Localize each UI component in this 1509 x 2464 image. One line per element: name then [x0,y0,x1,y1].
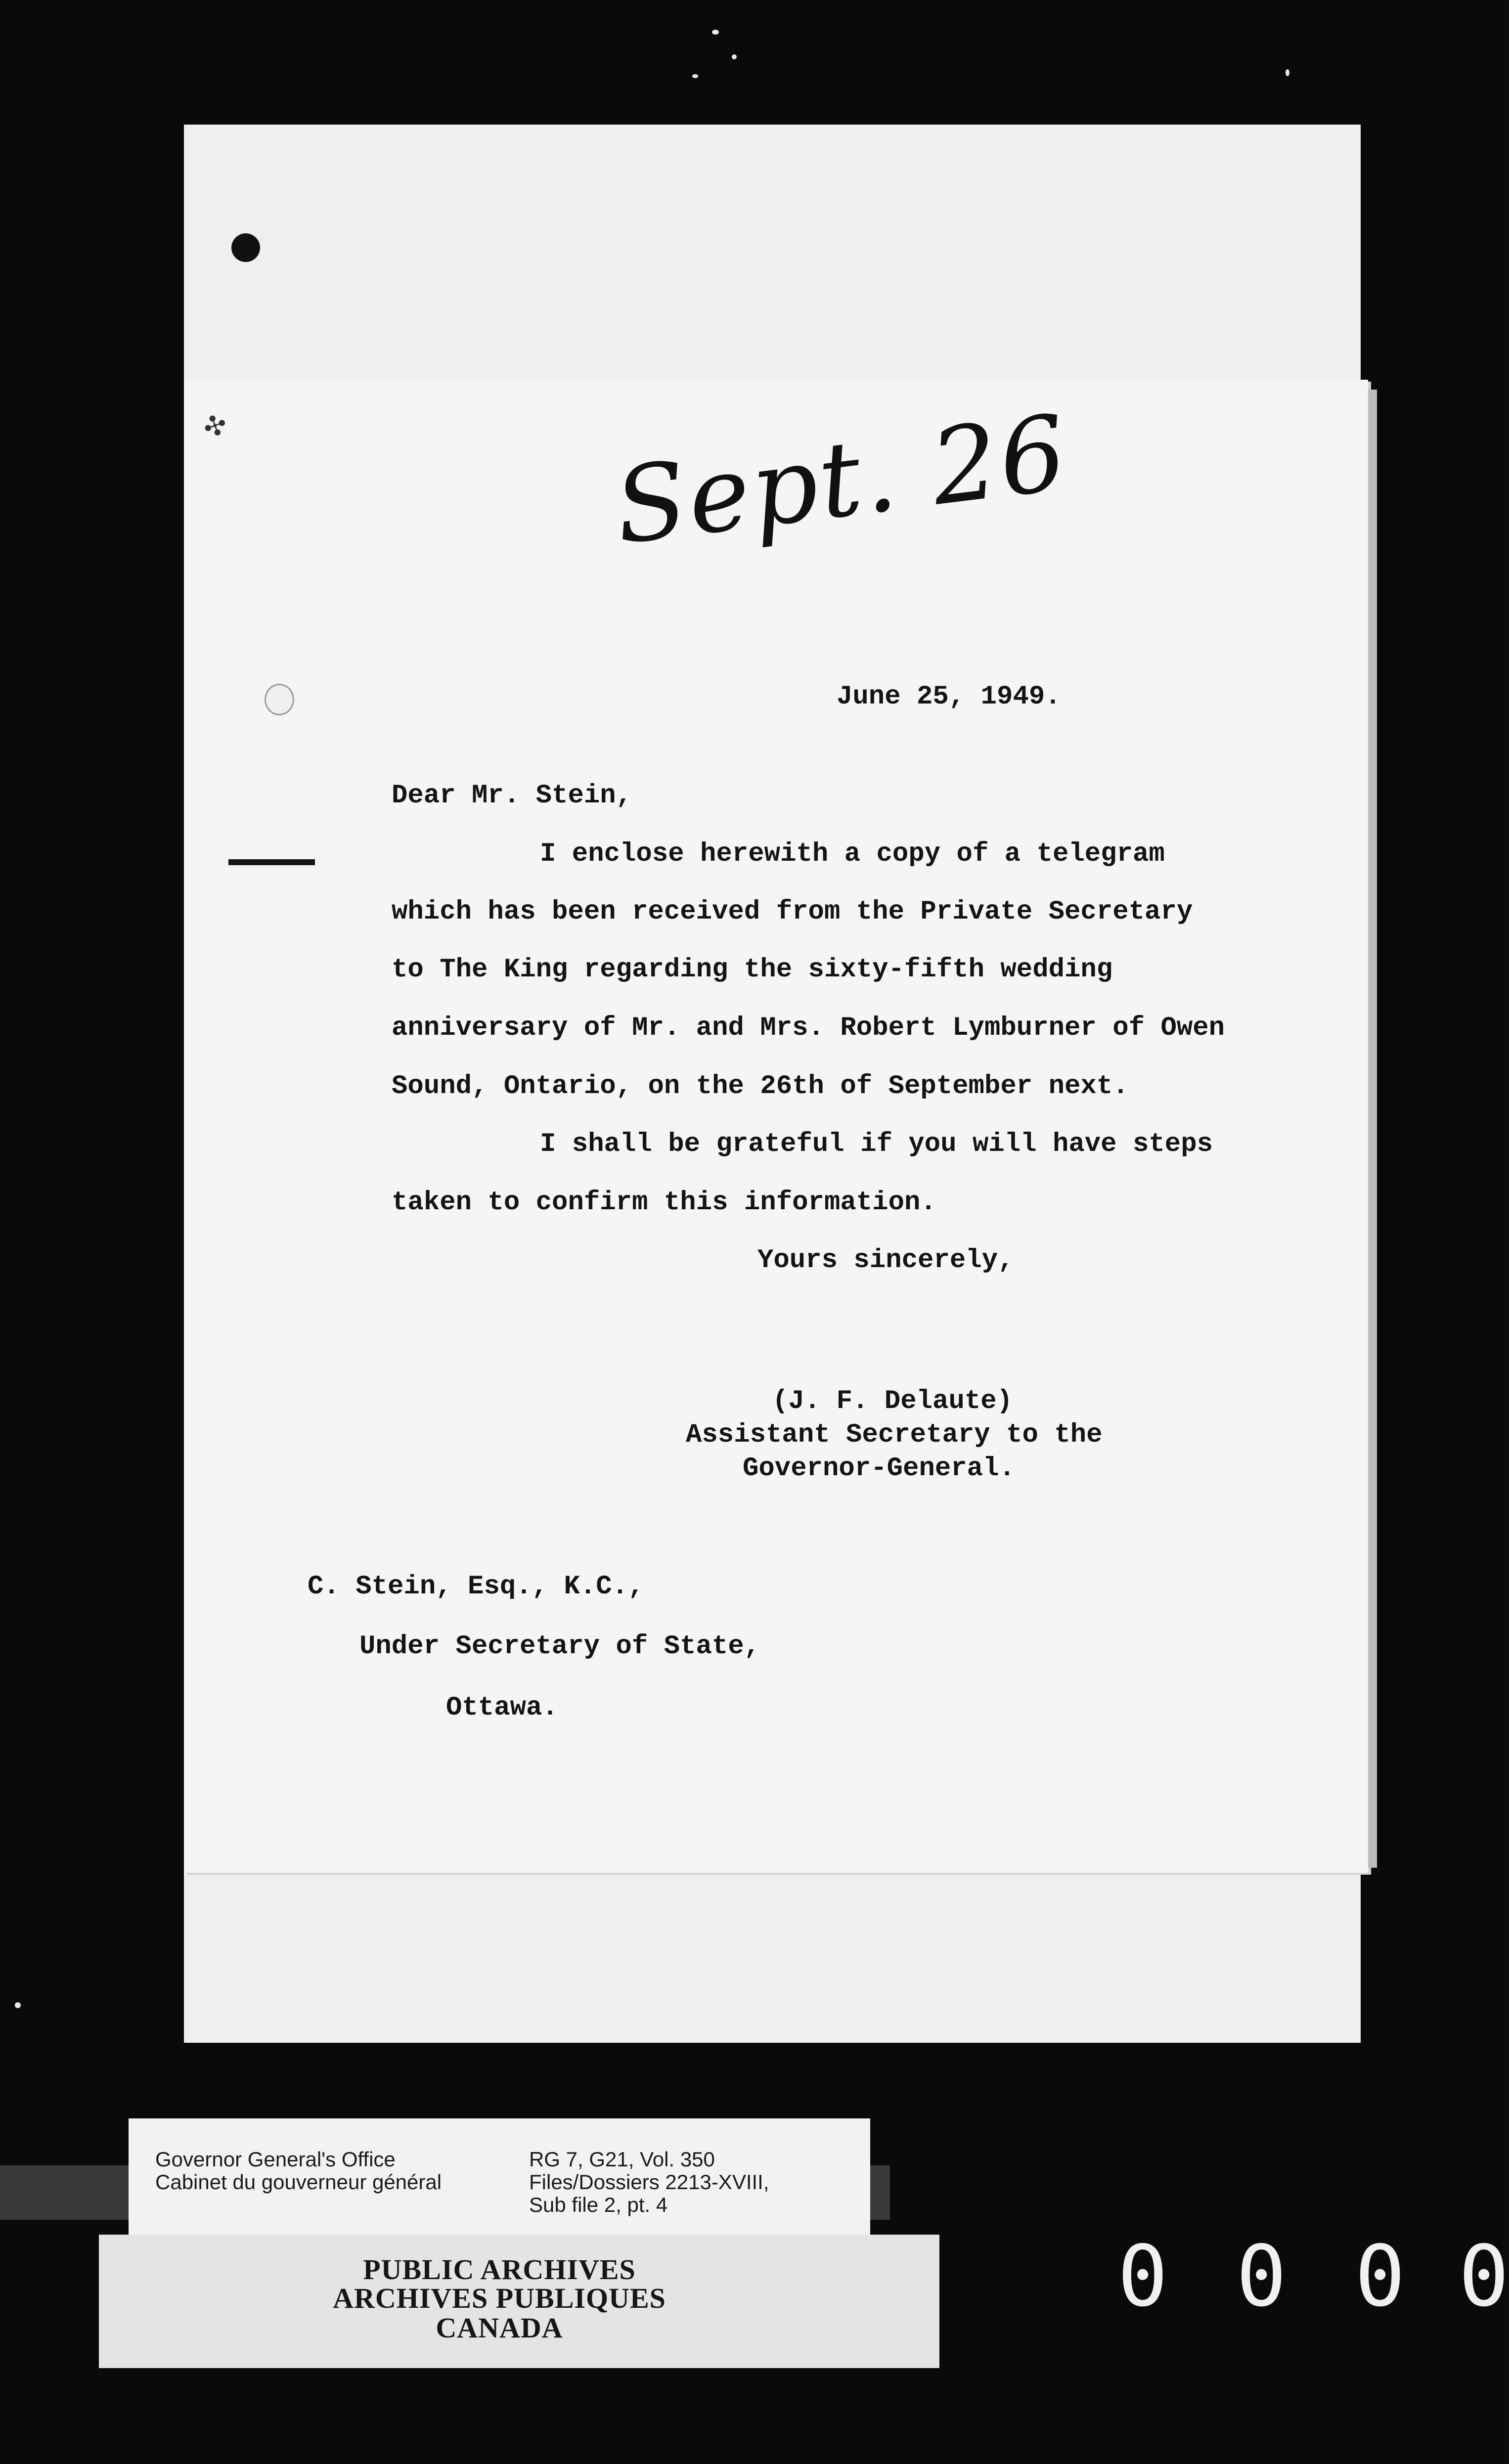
salutation: Dear Mr. Stein, [392,781,632,811]
record-group: RG 7, G21, Vol. 350 [529,2148,715,2171]
recipient-name: C. Stein, Esq., K.C., [308,1572,644,1602]
stamp-line-country: CANADA [436,2312,563,2344]
public-archives-stamp [99,2235,939,2368]
archive-reference-label [129,2118,870,2237]
film-speck [1286,69,1289,76]
file-number: Files/Dossiers 2213-XVIII, [529,2170,769,2194]
closing: Yours sincerely, [757,1245,1014,1276]
frame-digit: 0 [1117,2228,1168,2326]
stamp-line-en: PUBLIC ARCHIVES [363,2253,636,2286]
signature-name: (J. F. Delaute) [772,1386,1013,1416]
punch-hole-outline [265,684,294,715]
office-name-en: Governor General's Office [155,2148,396,2171]
film-speck [732,54,737,59]
sub-file: Sub file 2, pt. 4 [529,2193,668,2216]
frame-digit: 0 [1459,2228,1509,2326]
signature-title: Governor-General. [743,1453,1015,1484]
signature-title: Assistant Secretary to the [686,1420,1103,1450]
margin-rule [228,859,315,865]
letter-date: June 25, 1949. [837,682,1061,712]
film-speck [692,74,698,78]
frame-counter [1117,2228,1509,2326]
frame-digit: 0 [1236,2228,1287,2326]
body-line: I enclose herewith a copy of a telegram [540,839,1165,869]
frame-digit: 0 [1355,2228,1406,2326]
body-line: to The King regarding the sixty-fifth wedding [392,955,1113,985]
body-line: taken to confirm this information. [392,1188,936,1218]
stamp-line-fr: ARCHIVES PUBLIQUES [333,2282,666,2314]
recipient-title: Under Secretary of State, [359,1631,760,1662]
body-line: which has been received from the Private Secretary [392,897,1193,927]
punch-hole [231,233,260,262]
corner-mark-icon: ✣ [199,407,232,446]
film-speck [712,30,719,35]
film-speck [15,2002,21,2008]
recipient-city: Ottawa. [446,1693,558,1723]
record-reference [529,2148,769,2216]
letter-sheet [184,380,1368,1873]
body-line: I shall be grateful if you will have steps [540,1129,1213,1159]
sheet-edge [1368,390,1377,1868]
body-line: anniversary of Mr. and Mrs. Robert Lymburner of Owen [392,1013,1225,1043]
office-name [155,2148,442,2194]
handwritten-note: Sept. 26 [608,392,1075,568]
body-line: Sound, Ontario, on the 26th of September next. [392,1071,1129,1101]
office-name-fr: Cabinet du gouverneur général [155,2170,442,2194]
